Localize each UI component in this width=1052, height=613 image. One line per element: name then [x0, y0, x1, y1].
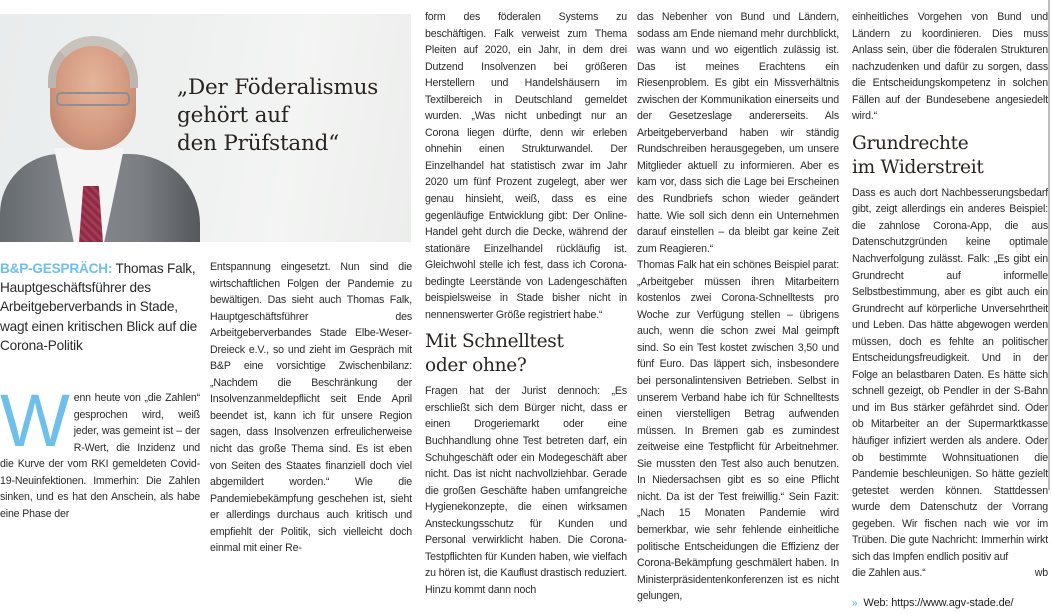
headline-line: gehört auf	[177, 103, 289, 128]
headline-line: „Der Föderalismus	[177, 75, 379, 100]
headline-line: den Prüfstand“	[177, 131, 340, 156]
double-chevron-icon: »	[852, 597, 858, 609]
article-column-4	[637, 9, 839, 605]
lead-kicker: B&P-GESPRÄCH:	[0, 261, 113, 276]
subheading-line: im Widerstreit	[852, 156, 984, 178]
author-initials: wb	[1034, 567, 1048, 580]
paragraph: einheitliches Vorgehen von Bund und Ländern zu koordinieren. Dies muss Anlass sein, über die föderalen Strukturen nachzudenken und dafür zu sorgen, dass die Entscheidungskompetenz in solchen Fällen auf der Bundesebene angesiedelt wird.“	[852, 11, 1048, 123]
closing-line	[852, 565, 1048, 582]
subheading-line: Mit Schnelltest	[425, 331, 564, 353]
lead-text: Thomas Falk, Hauptgeschäftsführer des Arbeitgeberverbands in Stade, wagt einen kritischen Blick auf die Corona-Politik	[0, 261, 198, 353]
drop-cap: W	[0, 379, 70, 462]
paragraph: form des föderalen Systems zu beschäftigen. Falk verweist zum Thema Pleiten auf 2020, ein Jahr, in dem drei Dutzend Insolvenzen bei größeren Herstellern und Handelshäusern im Textilbereich in Deutschland gemeldet wurden. „Was nicht unbedingt nur an Corona liegen dürfte, denn wir erleben ohnehin einen Strukturwandel. Der Einzelhandel hat statistisch zwar im Jahr 2020 um fünf Prozent zugelegt, aber wer genau hinsieht, weiß, dass es eine gegenläufige Entwicklung gibt: Der Online-Handel geht durch die Decke, während der stationäre Einzelhandel rückläufig ist. Gleichwohl stelle ich fest, dass ich Corona-bedingte Leerstände von Ladengeschäften beispielsweise in Stade bisher nicht in nennenswerter Größe registriert habe.“	[425, 11, 627, 321]
photo-glasses	[56, 92, 130, 106]
article-column-2	[210, 259, 412, 557]
article-column-3	[425, 9, 627, 599]
paragraph: Entspannung eingesetzt. Nun sind die wirtschaftlichen Folgen der Pandemie zu bewältigen. Das sieht auch Thomas Falk, Hauptgeschäftsführer des Arbeitgeberverbandes Stade Elbe-Weser-Dreieck e.V., so und zieht im Gespräch mit B&P eine vorsichtige Zwischenbilanz: „Nachdem die Beschränkung der Insolvenzanmeldepflicht seit Ende April beendet ist, kann ich für unsere Region sagen, dass Insolvenzen erfreulicherweise nicht das große Thema sind. Es ist eben von Seiten des Staates finanziell doch viel abgemildert worden.“ Wie die Pandemiebekämpfung geschehen ist, sieht er allerdings durchaus auch kritisch und empfiehlt der Politik, sich vielleicht doch einmal mit einer Re-	[210, 261, 412, 555]
paragraph: Dass es auch dort Nachbesserungsbedarf gibt, zeigt allerdings ein anderes Beispiel: die zahnlose Corona-App, die aus Datenschutzgründen keine optimale Nachverfolgung zulässt. Falk: „Es gibt ein Grundrecht auf informelle Selbstbestimmung, aber es gibt auch ein Grundrecht auf körperliche Unversehrtheit und Leben. Das hätte abgewogen werden müssen, doch es fehlte an politischer Entscheidungsfreudigkeit. Und in der Folge an belastbaren Daten. Es hätte sich schnell gezeigt, ob Pendler in der S-Bahn und im Bus stärker gefährdet sind. Oder ob Mitarbeiter an der Supermarktkasse häufiger infiziert werden als andere. Oder ob bestimmte Wohnsituationen die Pandemie beschleunigen. So hätte gezielt getestet werden können. Stattdessen wurde dem Datenschutz der Vorrang gegeben. Wir fischen nach wie vor im Trüben. Die gute Nachricht: Immerhin wirkt sich das Impfen endlich positiv auf	[852, 186, 1048, 563]
web-link[interactable]	[852, 595, 1048, 613]
article-column-5	[852, 9, 1048, 613]
paragraph: Thomas Falk hat ein schönes Beispiel parat: „Arbeitgeber müssen ihren Mitarbeitern kostenlos zwei Corona-Schnelltests pro Woche zur Verfügung stellen – übrigens auch, wenn die schon zwei Mal geimpft sind. So ein Test kostet zwischen 3,50 und fünf Euro. Das läppert sich, insbesondere bei personalintensiven Betrieben. Selbst in unserem Verband habe ich für Schnelltests einen vierstelligen Betrag aufwenden müssen. In Bremen gab es zumindest zeitweise eine Testpflicht für Arbeitnehmer. Sie mussten den Test also auch benutzen. In Niedersachsen gibt es so eine Pflicht nicht. Da ist der Test freiwillig.“ Sein Fazit: „Nach 15 Monaten Pandemie wird bemerkbar, wie sehr fehlende einheitliche politische Entscheidungen die Effizienz der Corona-Bekämpfung geschmälert haben. In Ministerpräsidentenkonferenzen ist es nicht gelungen,	[637, 259, 840, 603]
photo-hair	[48, 36, 138, 88]
paragraph-end: die Zahlen aus.“	[852, 567, 926, 580]
paragraph: Fragen hat der Jurist dennoch: „Es erschließt sich dem Bürger nicht, dass er einen Drogeriemarkt oder eine Buchhandlung ohne Test betreten darf, ein Schuhgeschäft oder ein Modegeschäft aber nicht. Das ist nicht nachvollziehbar. Gerade die großen Geschäfte haben umfangreiche Hygienekonzepte, die einen wirksamen Ansteckungsschutz für Kunden und Personal verwirklicht haben. Die Corona-Testpflichten für Kunden haben, wie vielfach zu hören ist, die Kauflust drastisch reduziert. Hinzu kommt dann noch	[425, 385, 627, 596]
portrait-photo	[0, 14, 411, 242]
subheading-line: Grundrechte	[852, 132, 969, 154]
subheading-grundrechte	[852, 132, 1048, 180]
article-column-1	[0, 379, 200, 522]
paragraph: enn heute von „die Zahlen“ gesprochen wird, weiß jeder, was gemeint ist – der R-Wert, die Inzidenz und die Kurve der vom RKI gemeldeten Covid-19-Neuinfektionen. Immerhin: Die Zahlen sinken, und es hat den Anschein, als habe eine Phase der	[0, 392, 200, 520]
web-link-label[interactable]: Web: https://www.agv-stade.de/	[863, 596, 1014, 609]
subheading-line: oder ohne?	[425, 355, 527, 377]
subheading-schnelltest	[425, 330, 627, 378]
lead-intro	[0, 259, 200, 355]
headline-quote	[177, 74, 407, 158]
paragraph: das Nebenher von Bund und Ländern, sodass am Ende niemand mehr durchblickt, was wann und wo eigentlich zulässig ist. Das ist meines Erachtens ein Riesenproblem. Es gibt ein Missverhältnis zwischen der Kommunikation einerseits und der Gesetzeslage andererseits. Als Arbeitgeberverband haben wir ständig Rundschreiben herausgegeben, um unsere Mitglieder aktuell zu informieren. Aber es kam vor, dass sich die Lage bei Erscheinen des Rundbriefs schon wieder geändert hatte. Wie soll sich denn ein Unternehmen darauf einstellen – da bleibt gar keine Zeit zum Reagieren.“	[637, 11, 839, 255]
page-edge-rule	[1048, 0, 1050, 490]
